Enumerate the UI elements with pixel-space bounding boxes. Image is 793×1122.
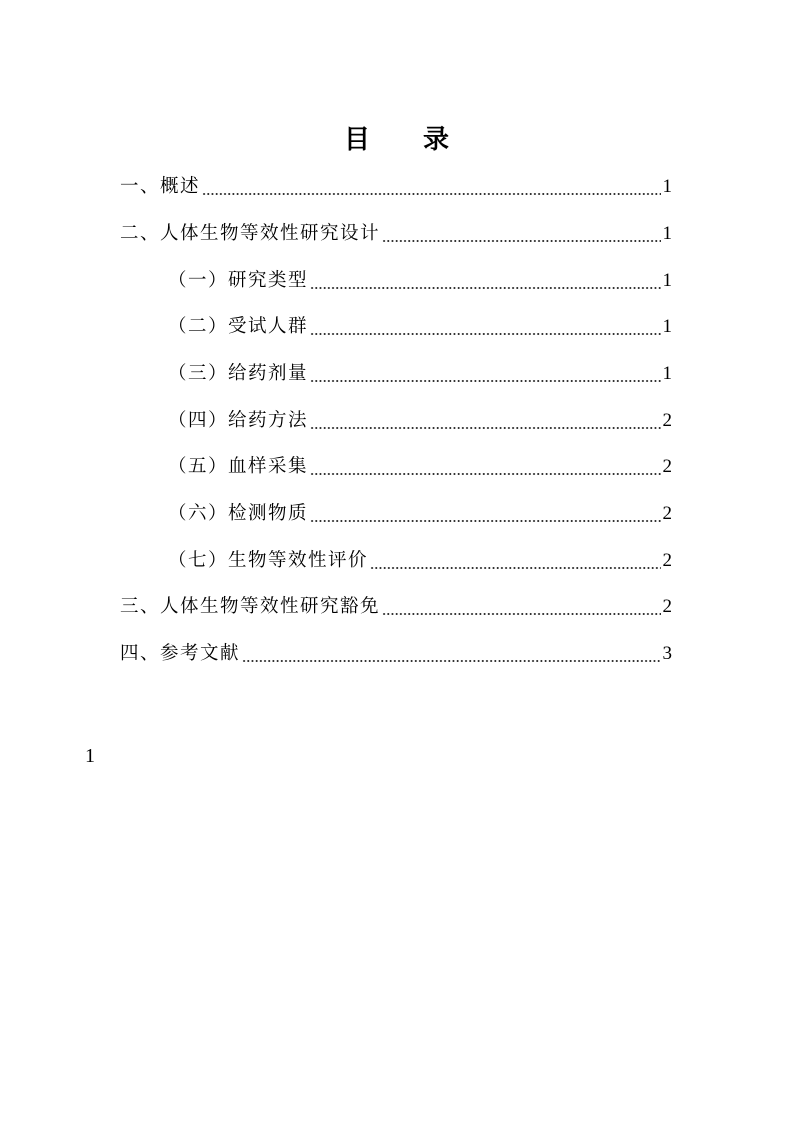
toc-entry-label: 三、人体生物等效性研究豁免 bbox=[120, 596, 381, 617]
toc-entry-label: 二、人体生物等效性研究设计 bbox=[120, 223, 381, 244]
toc-entry-label: 四、参考文献 bbox=[120, 643, 241, 664]
toc-entry-label: （七）生物等效性评价 bbox=[168, 550, 369, 571]
dot-leader bbox=[310, 266, 660, 296]
dot-leader bbox=[310, 406, 660, 436]
dot-leader bbox=[202, 172, 660, 202]
dot-leader bbox=[310, 499, 660, 529]
toc-entry-label: （三）给药剂量 bbox=[168, 363, 309, 384]
toc-entry-blood-sampling[interactable] bbox=[0, 452, 672, 482]
toc-entry-label: （四）给药方法 bbox=[168, 410, 309, 431]
toc-entry-page: 1 bbox=[662, 223, 672, 244]
dot-leader bbox=[370, 546, 660, 576]
toc-entry-label: （五）血样采集 bbox=[168, 456, 309, 477]
toc-entry-page: 1 bbox=[662, 363, 672, 384]
toc-entry-subjects[interactable] bbox=[0, 312, 672, 342]
toc-entry-page: 2 bbox=[662, 550, 672, 571]
toc-entry-references[interactable] bbox=[0, 639, 672, 669]
toc-entry-overview[interactable] bbox=[0, 172, 672, 202]
toc-entry-page: 2 bbox=[662, 456, 672, 477]
toc-entry-label: （一）研究类型 bbox=[168, 270, 309, 291]
toc-entry-dose[interactable] bbox=[0, 359, 672, 389]
toc-entry-page: 3 bbox=[662, 643, 672, 664]
page-number: 1 bbox=[85, 745, 95, 767]
toc-entry-page: 2 bbox=[662, 410, 672, 431]
dot-leader bbox=[242, 639, 660, 669]
dot-leader bbox=[310, 312, 660, 342]
toc-entry-label: 一、概述 bbox=[120, 176, 201, 197]
toc-entry-page: 1 bbox=[662, 316, 672, 337]
toc-entry-label: （二）受试人群 bbox=[168, 316, 309, 337]
toc-entry-label: （六）检测物质 bbox=[168, 503, 309, 524]
dot-leader bbox=[310, 359, 660, 389]
dot-leader bbox=[310, 452, 660, 482]
toc-entry-study-type[interactable] bbox=[0, 266, 672, 296]
toc-entry-page: 1 bbox=[662, 176, 672, 197]
toc-entry-page: 2 bbox=[662, 596, 672, 617]
dot-leader bbox=[382, 592, 660, 622]
toc-entry-study-design[interactable] bbox=[0, 219, 672, 249]
toc-entry-page: 2 bbox=[662, 503, 672, 524]
toc-entry-be-evaluation[interactable] bbox=[0, 546, 672, 576]
toc-entry-page: 1 bbox=[662, 270, 672, 291]
dot-leader bbox=[382, 219, 660, 249]
toc-entry-administration[interactable] bbox=[0, 406, 672, 436]
toc-title: 目 录 bbox=[343, 125, 472, 155]
toc-entry-analytes[interactable] bbox=[0, 499, 672, 529]
toc-entry-biowaiver[interactable] bbox=[0, 592, 672, 622]
